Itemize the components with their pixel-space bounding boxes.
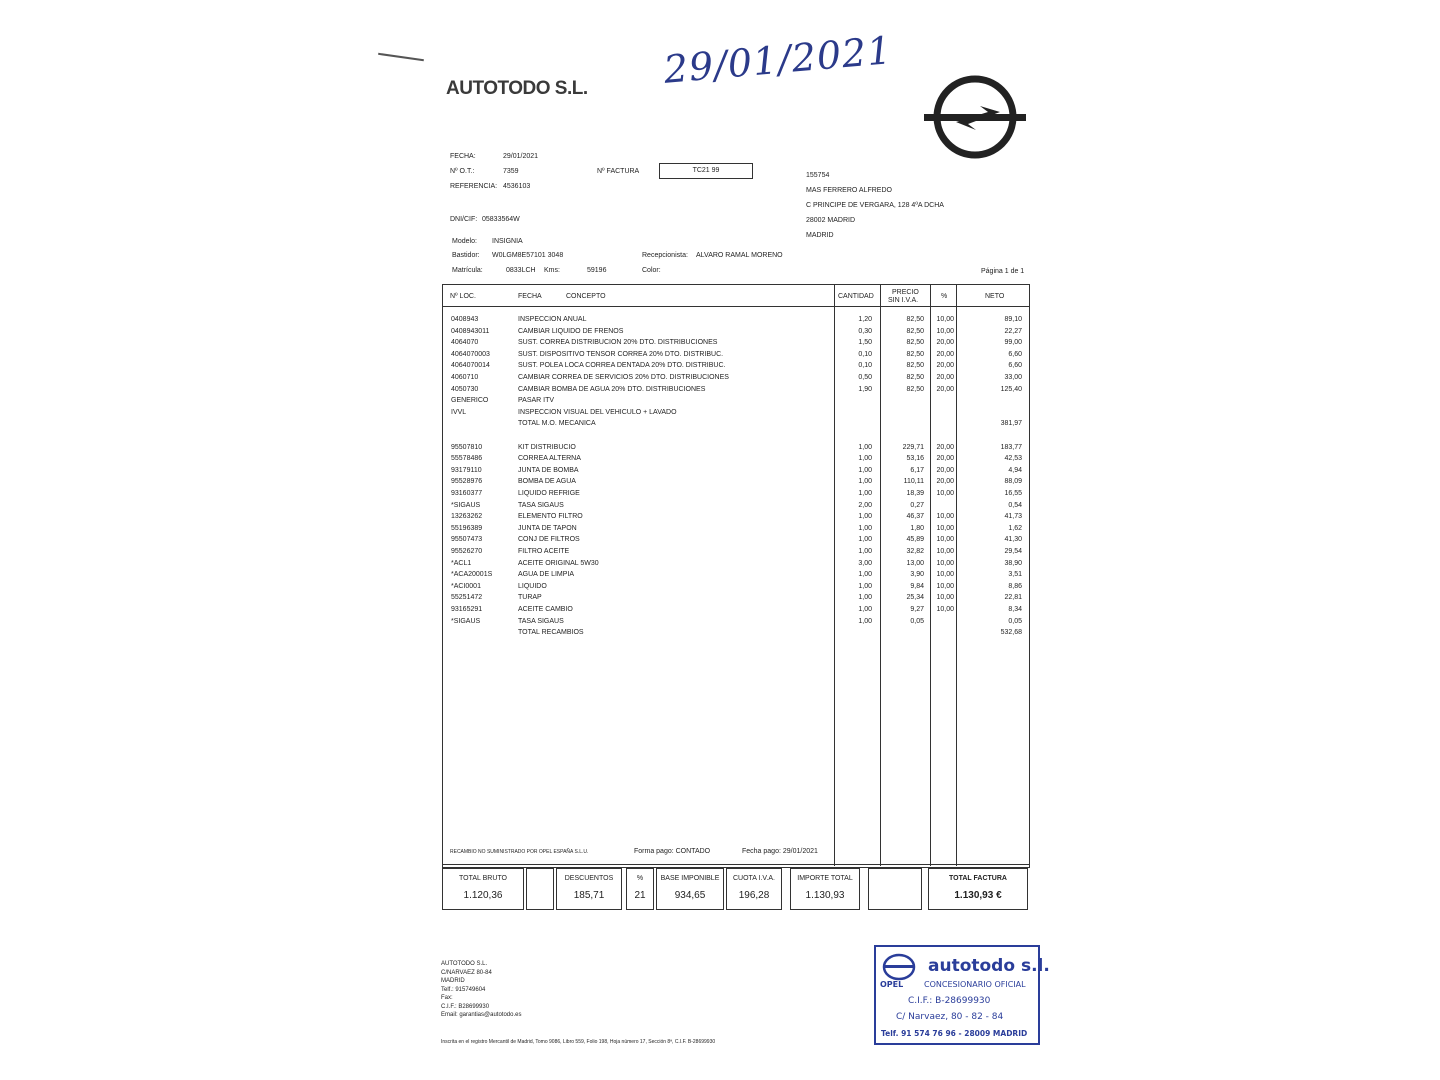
dni-value: 05833564W bbox=[482, 216, 520, 223]
cell-concepto: CORREA ALTERNA bbox=[518, 455, 581, 463]
recepcionista-value: ALVARO RAMAL MORENO bbox=[696, 252, 783, 259]
cell-concepto: CONJ DE FILTROS bbox=[518, 536, 580, 544]
kms-value: 59196 bbox=[587, 267, 607, 274]
total-factura-label: TOTAL FACTURA bbox=[949, 875, 1007, 882]
cell-cantidad: 1,50 bbox=[858, 339, 872, 347]
scan-mark bbox=[378, 53, 424, 61]
header-dto: % bbox=[941, 293, 948, 300]
cell-concepto: TASA SIGAUS bbox=[518, 617, 564, 625]
cell-precio: 82,50 bbox=[906, 327, 924, 335]
cuota-value: 196,28 bbox=[738, 890, 770, 901]
matricula-value: 0833LCH bbox=[506, 267, 536, 274]
cell-precio: 53,16 bbox=[906, 455, 924, 463]
stamp-street: C/ Narvaez, 80 - 82 - 84 bbox=[896, 1012, 1004, 1022]
col-divider-precio bbox=[880, 284, 881, 866]
customer-city: 28002 MADRID bbox=[806, 217, 856, 224]
cell-dto: 20,00 bbox=[936, 374, 954, 381]
cell-ref: 95507810 bbox=[451, 443, 483, 451]
cell-cantidad: 1,00 bbox=[858, 524, 872, 532]
cell-precio: 82,50 bbox=[906, 339, 924, 347]
stamp-opel-icon bbox=[882, 953, 916, 981]
color-label: Color: bbox=[642, 267, 661, 274]
recepcionista-label: Recepcionista: bbox=[642, 252, 688, 259]
header-cantidad: CANTIDAD bbox=[838, 293, 874, 300]
footer-company-info bbox=[441, 960, 521, 1020]
cell-cantidad: 1,00 bbox=[858, 490, 872, 497]
cell-dto: 20,00 bbox=[936, 339, 954, 347]
cell-dto: 10,00 bbox=[936, 327, 954, 335]
cell-concepto: ACEITE CAMBIO bbox=[518, 606, 573, 613]
descuentos-value: 185,71 bbox=[573, 890, 605, 901]
factura-label: Nº FACTURA bbox=[597, 168, 640, 175]
cell-neto: 4,94 bbox=[1008, 466, 1022, 474]
cell-dto: 10,00 bbox=[936, 548, 954, 555]
cell-neto: 3,51 bbox=[1008, 571, 1022, 579]
company-name: AUTOTODO S.L. bbox=[446, 78, 588, 99]
stamp-phone: Telf. 91 574 76 96 - 28009 MADRID bbox=[881, 1029, 1028, 1038]
dni-label: DNI/CIF: bbox=[450, 216, 478, 223]
cell-concepto: FILTRO ACEITE bbox=[518, 548, 570, 555]
cell-precio: 82,50 bbox=[906, 374, 924, 381]
pct-label: % bbox=[636, 875, 644, 882]
total-bruto-value: 1.120,36 bbox=[463, 890, 503, 901]
cell-neto: 33,00 bbox=[1004, 374, 1022, 381]
footer-line: Fax: bbox=[441, 995, 453, 1001]
cell-ref: *ACL1 bbox=[451, 559, 472, 567]
importe-value: 1.130,93 bbox=[805, 890, 845, 901]
customer-address: C PRINCIPE DE VERGARA, 128 4ºA DCHA bbox=[806, 202, 944, 209]
cell-concepto: SUST. DISPOSITIVO TENSOR CORREA 20% DTO. DISTRIBUC. bbox=[518, 350, 724, 358]
cell-ref: 4050730 bbox=[451, 385, 479, 393]
matricula-label: Matrícula: bbox=[452, 267, 483, 274]
stamp-brand: OPEL bbox=[880, 980, 904, 989]
cell-concepto: JUNTA DE TAPON bbox=[518, 524, 577, 532]
footer-note: RECAMBIO NO SUMINISTRADO POR OPEL ESPAÑA S.L.U. bbox=[450, 849, 589, 855]
modelo-value: INSIGNIA bbox=[492, 238, 523, 245]
cell-concepto: ACEITE ORIGINAL 5W30 bbox=[518, 559, 599, 567]
footer-line: Email: garantias@autotodo.es bbox=[441, 1012, 522, 1018]
col-divider-cantidad bbox=[834, 284, 835, 866]
cell-cantidad: 1,00 bbox=[858, 548, 872, 555]
descuentos-label: DESCUENTOS bbox=[564, 875, 614, 882]
cell-concepto: LIQUIDO bbox=[518, 582, 547, 590]
cell-neto: 88,09 bbox=[1004, 478, 1022, 486]
cell-dto: 20,00 bbox=[936, 466, 954, 474]
cell-dto: 10,00 bbox=[936, 524, 954, 532]
ot-value: 7359 bbox=[503, 168, 519, 175]
cell-precio: 0,27 bbox=[910, 501, 924, 509]
referencia-label: REFERENCIA: bbox=[450, 183, 498, 190]
cell-neto: 6,60 bbox=[1008, 362, 1022, 370]
cell-precio: 9,27 bbox=[910, 606, 924, 613]
cell-dto: 20,00 bbox=[936, 443, 954, 451]
cell-ref: 55251472 bbox=[451, 594, 483, 602]
cell-concepto: INSPECCION ANUAL bbox=[518, 316, 587, 323]
cell-dto: 20,00 bbox=[936, 385, 954, 393]
cell-concepto: PASAR ITV bbox=[518, 397, 555, 405]
cell-dto: 20,00 bbox=[936, 478, 954, 486]
cell-dto: 10,00 bbox=[936, 536, 954, 544]
cell-precio: 46,37 bbox=[906, 513, 924, 521]
cell-precio: 1,80 bbox=[910, 524, 924, 532]
cell-ref: 4060710 bbox=[451, 374, 479, 381]
cell-dto: 20,00 bbox=[936, 455, 954, 463]
cell-cantidad: 1,00 bbox=[858, 478, 872, 486]
header-precio-sub: SIN I.V.A. bbox=[888, 297, 919, 304]
customer-name: MAS FERRERO ALFREDO bbox=[806, 187, 892, 194]
cell-cantidad: 1,00 bbox=[858, 455, 872, 463]
cell-cantidad: 1,90 bbox=[858, 385, 872, 393]
cell-precio: 18,39 bbox=[906, 490, 924, 497]
cell-neto: 42,53 bbox=[1004, 455, 1022, 463]
fecha-value: 29/01/2021 bbox=[503, 153, 539, 160]
cell-concepto: KIT DISTRIBUCIO bbox=[518, 443, 576, 451]
registry-text: Inscrita en el registro Mercantil de Madrid, Tomo 9086, Libro 559, Folio 198, Hoja número 17, Sección 8ª, C.I.F. B-28699930 bbox=[441, 1039, 716, 1045]
cell-ref: *ACI0001 bbox=[451, 582, 481, 590]
cell-cantidad: 1,00 bbox=[858, 536, 872, 544]
header-divider bbox=[442, 306, 1029, 307]
cell-neto: 38,90 bbox=[1004, 559, 1022, 567]
cell-ref: IVVL bbox=[451, 408, 467, 416]
cell-concepto: SUST. POLEA LOCA CORREA DENTADA 20% DTO. DISTRIBUC. bbox=[518, 362, 726, 370]
empty-box bbox=[868, 868, 922, 910]
bastidor-value: W0LGM8E57101 3048 bbox=[492, 252, 564, 259]
cell-ref: 4064070003 bbox=[451, 350, 490, 358]
total-factura-value: 1.130,93 € bbox=[954, 890, 1002, 901]
ot-label: Nº O.T.: bbox=[450, 168, 475, 175]
cell-concepto: LIQUIDO REFRIGE bbox=[518, 490, 580, 497]
col-divider-dto bbox=[930, 284, 931, 866]
cell-neto: 0,05 bbox=[1008, 617, 1022, 625]
header-ref: Nº LOC. bbox=[450, 293, 476, 300]
cell-neto: 22,27 bbox=[1004, 327, 1022, 335]
cell-ref: 55196389 bbox=[451, 524, 483, 532]
total-bruto-label: TOTAL BRUTO bbox=[459, 875, 507, 882]
cell-precio: 32,82 bbox=[906, 548, 924, 555]
cell-concepto: CAMBIAR BOMBA DE AGUA 20% DTO. DISTRIBUCIONES bbox=[518, 385, 706, 393]
cell-ref: 93160377 bbox=[451, 490, 483, 497]
cell-neto: 125,40 bbox=[1000, 385, 1022, 393]
cell-neto: 16,55 bbox=[1004, 490, 1022, 497]
cell-concepto: CAMBIAR CORREA DE SERVICIOS 20% DTO. DISTRIBUCIONES bbox=[518, 374, 729, 381]
modelo-label: Modelo: bbox=[452, 238, 477, 245]
cell-neto: 22,81 bbox=[1004, 594, 1022, 602]
cell-dto: 10,00 bbox=[936, 594, 954, 602]
cell-concepto: TOTAL RECAMBIOS bbox=[518, 629, 584, 637]
cuota-box bbox=[726, 868, 782, 910]
cell-ref: *SIGAUS bbox=[451, 501, 481, 509]
cell-ref: 0408943011 bbox=[451, 327, 490, 335]
cell-dto: 10,00 bbox=[936, 582, 954, 590]
cell-cantidad: 1,00 bbox=[858, 606, 872, 613]
cell-neto: 6,60 bbox=[1008, 350, 1022, 358]
cell-concepto: INSPECCION VISUAL DEL VEHICULO + LAVADO bbox=[518, 408, 677, 416]
cell-precio: 25,34 bbox=[906, 594, 924, 602]
cell-neto: 89,10 bbox=[1004, 316, 1022, 323]
base-box bbox=[656, 868, 724, 910]
cell-precio: 82,50 bbox=[906, 316, 924, 323]
header-precio: PRECIO bbox=[892, 289, 919, 296]
cell-neto: 532,68 bbox=[1000, 629, 1022, 637]
cell-concepto: TURAP bbox=[518, 594, 542, 602]
cell-cantidad: 1,00 bbox=[858, 466, 872, 474]
cell-concepto: TASA SIGAUS bbox=[518, 501, 564, 509]
cell-neto: 183,77 bbox=[1000, 443, 1022, 451]
cell-concepto: JUNTA DE BOMBA bbox=[518, 466, 579, 474]
cell-neto: 41,30 bbox=[1004, 536, 1022, 544]
cell-precio: 45,89 bbox=[906, 536, 924, 544]
blank-box bbox=[526, 868, 554, 910]
cell-dto: 20,00 bbox=[936, 350, 954, 358]
stamp-subtitle: CONCESIONARIO OFICIAL bbox=[924, 980, 1026, 989]
cell-dto: 10,00 bbox=[936, 559, 954, 567]
cell-cantidad: 1,00 bbox=[858, 571, 872, 579]
base-label: BASE IMPONIBLE bbox=[660, 875, 720, 882]
cell-ref: 13263262 bbox=[451, 513, 483, 521]
fecha-pago: Fecha pago: 29/01/2021 bbox=[742, 848, 818, 855]
cell-ref: *ACA20001S bbox=[451, 571, 493, 579]
pct-value: 21 bbox=[634, 890, 646, 901]
total-bruto-box bbox=[442, 868, 524, 910]
cell-cantidad: 0,30 bbox=[858, 327, 872, 335]
cell-cantidad: 1,00 bbox=[858, 617, 872, 625]
cell-cantidad: 1,20 bbox=[858, 316, 872, 323]
cell-cantidad: 2,00 bbox=[858, 501, 872, 509]
cell-concepto: CAMBIAR LIQUIDO DE FRENOS bbox=[518, 327, 624, 335]
cuota-label: CUOTA I.V.A. bbox=[732, 875, 775, 882]
cell-cantidad: 1,00 bbox=[858, 594, 872, 602]
table-footer-divider bbox=[442, 864, 1029, 865]
cell-dto: 10,00 bbox=[936, 316, 954, 323]
cell-ref: 4064070 bbox=[451, 339, 479, 347]
footer-line: MADRID bbox=[441, 978, 465, 984]
customer-code: 155754 bbox=[806, 172, 830, 179]
cell-cantidad: 1,00 bbox=[858, 582, 872, 590]
footer-line: Telf.: 915749604 bbox=[441, 986, 486, 993]
cell-cantidad: 3,00 bbox=[858, 559, 872, 567]
cell-precio: 110,11 bbox=[903, 478, 924, 486]
base-value: 934,65 bbox=[674, 890, 706, 901]
forma-pago: Forma pago: CONTADO bbox=[634, 848, 711, 855]
importe-box bbox=[790, 868, 860, 910]
cell-precio: 3,90 bbox=[910, 571, 924, 579]
cell-concepto: BOMBA DE AGUA bbox=[518, 478, 576, 486]
cell-cantidad: 0,10 bbox=[858, 350, 872, 358]
cell-neto: 41,73 bbox=[1004, 513, 1022, 521]
cell-ref: 0408943 bbox=[451, 316, 479, 323]
bastidor-label: Bastidor: bbox=[452, 252, 480, 259]
cell-ref: 95528976 bbox=[451, 478, 483, 486]
stamp-cif: C.I.F.: B-28699930 bbox=[908, 996, 991, 1006]
cell-ref: GENERICO bbox=[451, 397, 489, 405]
cell-precio: 0,05 bbox=[910, 617, 924, 625]
fecha-label: FECHA: bbox=[450, 153, 476, 160]
pct-box bbox=[626, 868, 654, 910]
cell-concepto: TOTAL M.O. MECANICA bbox=[518, 420, 596, 428]
cell-neto: 0,54 bbox=[1008, 501, 1022, 509]
cell-cantidad: 1,00 bbox=[858, 443, 872, 451]
cell-neto: 8,86 bbox=[1008, 582, 1022, 590]
cell-concepto: AGUA DE LIMPIA bbox=[518, 571, 575, 579]
cell-ref: 4064070014 bbox=[451, 362, 490, 370]
cell-concepto: ELEMENTO FILTRO bbox=[518, 513, 583, 521]
footer-line: C.I.F.: B28699930 bbox=[441, 1003, 490, 1010]
cell-dto: 10,00 bbox=[936, 490, 954, 497]
cell-ref: 95526270 bbox=[451, 548, 483, 555]
handwritten-date: 29/01/2021 bbox=[662, 28, 894, 92]
cell-dto: 10,00 bbox=[936, 606, 954, 613]
cell-precio: 82,50 bbox=[906, 362, 924, 370]
cell-neto: 1,62 bbox=[1008, 524, 1022, 532]
cell-dto: 10,00 bbox=[936, 513, 954, 521]
cell-cantidad: 1,00 bbox=[858, 513, 872, 521]
cell-cantidad: 0,10 bbox=[858, 362, 872, 370]
kms-label: Kms: bbox=[544, 267, 560, 274]
footer-line: C/NARVAEZ 80-84 bbox=[441, 969, 492, 976]
cell-ref: 95507473 bbox=[451, 536, 483, 544]
cell-dto: 10,00 bbox=[936, 571, 954, 579]
factura-number-box: TC21 99 bbox=[659, 163, 753, 179]
opel-logo-icon bbox=[922, 74, 1028, 160]
cell-precio: 82,50 bbox=[906, 385, 924, 393]
referencia-value: 4536103 bbox=[503, 183, 531, 190]
importe-label: IMPORTE TOTAL bbox=[797, 875, 853, 882]
cell-precio: 82,50 bbox=[906, 350, 924, 358]
cell-ref: *SIGAUS bbox=[451, 617, 481, 625]
header-concepto: CONCEPTO bbox=[566, 293, 606, 300]
cell-precio: 13,00 bbox=[906, 559, 924, 567]
stamp-title: autotodo s.l. bbox=[928, 956, 1050, 976]
footer-line: AUTOTODO S.L. bbox=[441, 961, 488, 967]
header-neto: NETO bbox=[985, 293, 1005, 300]
cell-precio: 6,17 bbox=[910, 466, 924, 474]
total-factura-box bbox=[928, 868, 1028, 910]
cell-neto: 29,54 bbox=[1004, 548, 1022, 555]
header-fecha: FECHA bbox=[518, 293, 542, 300]
cell-ref: 93165291 bbox=[451, 606, 483, 613]
cell-concepto: SUST. CORREA DISTRIBUCION 20% DTO. DISTRIBUCIONES bbox=[518, 339, 718, 347]
descuentos-box bbox=[556, 868, 622, 910]
company-stamp bbox=[874, 945, 1050, 1045]
customer-province: MADRID bbox=[806, 232, 834, 239]
cell-ref: 55578486 bbox=[451, 455, 483, 463]
col-divider-pct bbox=[956, 284, 957, 866]
cell-neto: 8,34 bbox=[1008, 606, 1022, 613]
cell-neto: 381,97 bbox=[1000, 420, 1022, 428]
cell-ref: 93179110 bbox=[451, 466, 482, 474]
cell-dto: 20,00 bbox=[936, 362, 954, 370]
cell-precio: 9,84 bbox=[910, 582, 924, 590]
cell-cantidad: 0,50 bbox=[858, 374, 872, 381]
cell-precio: 229,71 bbox=[902, 443, 924, 451]
cell-neto: 99,00 bbox=[1004, 339, 1022, 347]
page-indicator: Página 1 de 1 bbox=[981, 268, 1025, 275]
